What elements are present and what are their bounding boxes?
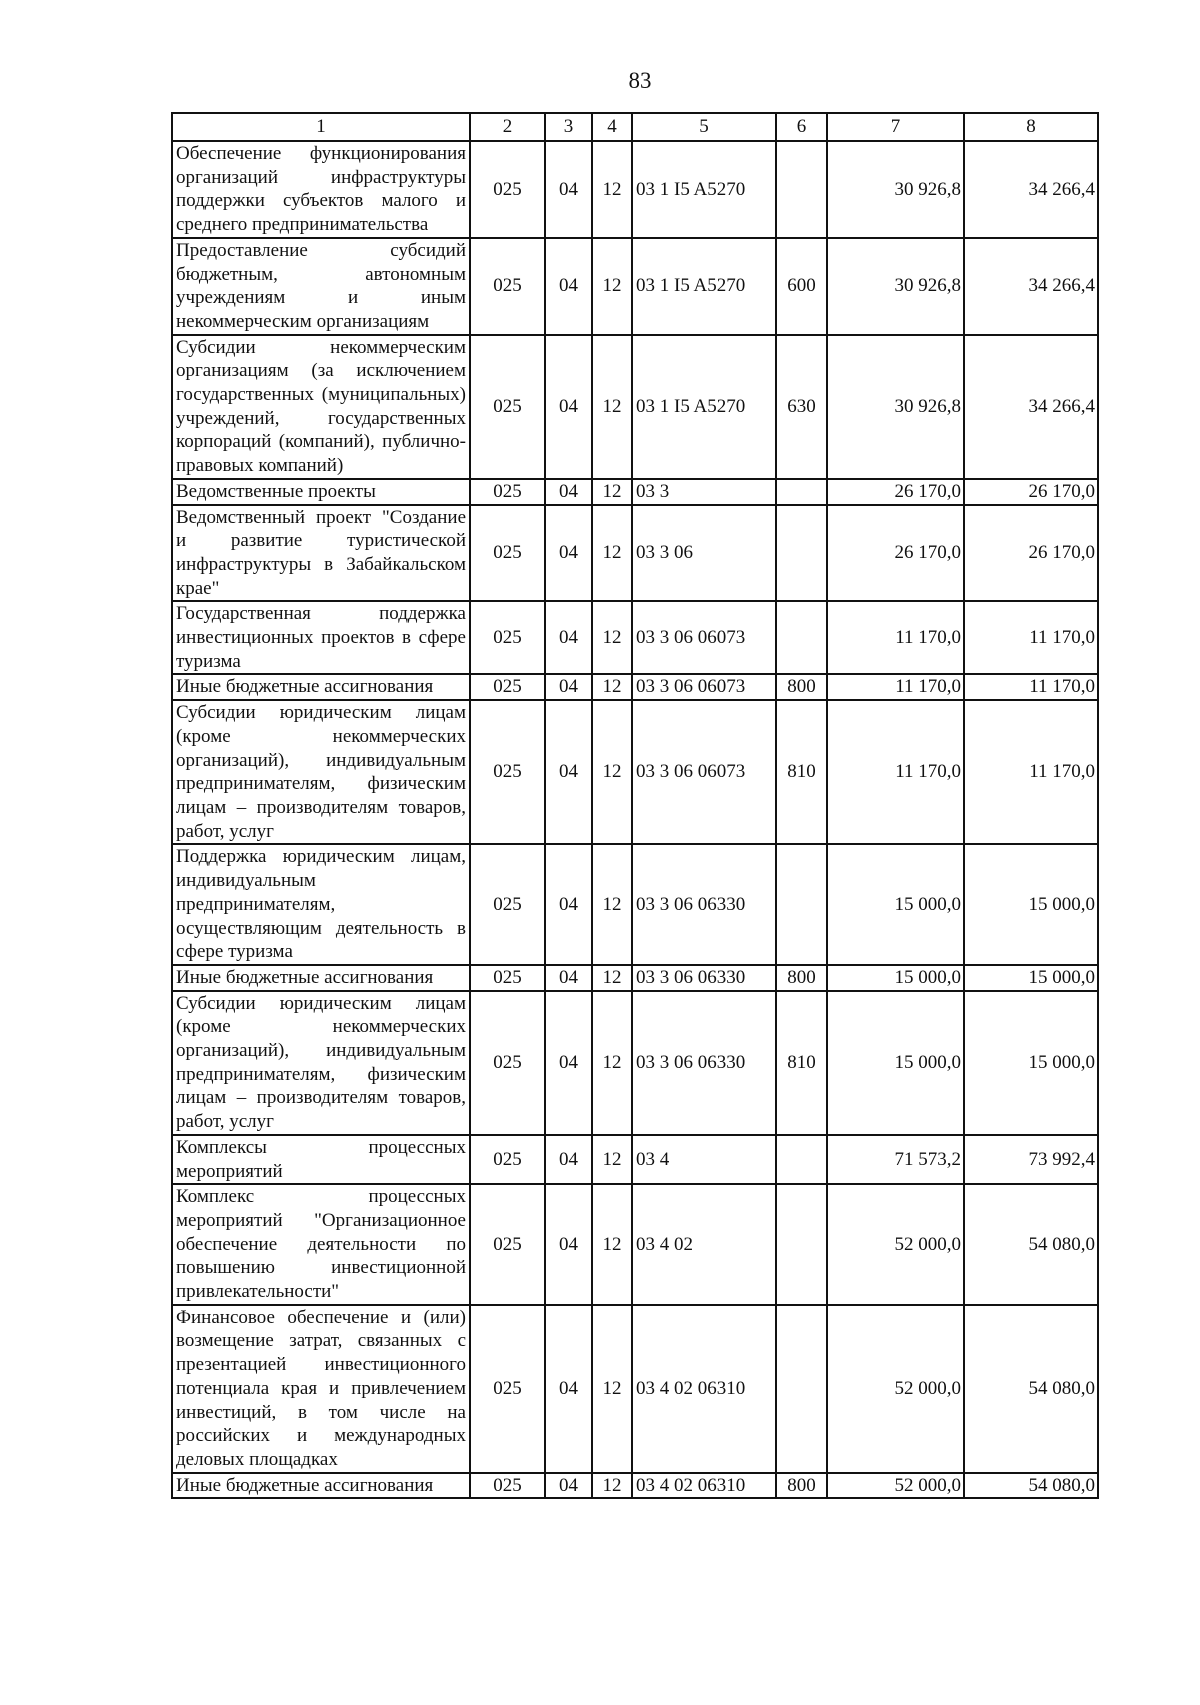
table-row — [172, 479, 1098, 505]
table-row — [172, 965, 1098, 991]
row-section: 04 — [545, 1305, 592, 1473]
row-target-code: 03 1 I5 A5270 — [632, 335, 776, 479]
row-subsection: 12 — [592, 479, 632, 505]
row-admin-code: 025 — [470, 1473, 545, 1499]
row-amount-year2: 34 266,4 — [964, 238, 1098, 335]
row-subsection: 12 — [592, 505, 632, 602]
row-subsection: 12 — [592, 844, 632, 965]
row-subsection: 12 — [592, 965, 632, 991]
row-amount-year1: 26 170,0 — [827, 505, 964, 602]
row-expense-type — [776, 1135, 827, 1184]
row-name: Ведомственный проект "Создание и развитие туристической инфраструктуры в Забайкальском крае" — [172, 505, 470, 602]
row-name: Комплексы процессных мероприятий — [172, 1135, 470, 1184]
row-name: Субсидии юридическим лицам (кроме некоммерческих организаций), индивидуальным предпринимателям, физическим лицам – производителям товаров, работ, услуг — [172, 700, 470, 844]
row-subsection: 12 — [592, 238, 632, 335]
row-amount-year1: 52 000,0 — [827, 1305, 964, 1473]
row-section: 04 — [545, 844, 592, 965]
row-section: 04 — [545, 238, 592, 335]
row-name: Иные бюджетные ассигнования — [172, 965, 470, 991]
row-section: 04 — [545, 1135, 592, 1184]
row-amount-year2: 54 080,0 — [964, 1305, 1098, 1473]
row-amount-year2: 26 170,0 — [964, 479, 1098, 505]
row-target-code: 03 3 06 06330 — [632, 844, 776, 965]
row-target-code: 03 3 06 06073 — [632, 700, 776, 844]
row-name: Ведомственные проекты — [172, 479, 470, 505]
table-row — [172, 674, 1098, 700]
row-amount-year2: 54 080,0 — [964, 1184, 1098, 1305]
row-amount-year2: 11 170,0 — [964, 601, 1098, 674]
row-target-code: 03 3 06 — [632, 505, 776, 602]
row-name: Предоставление субсидий бюджетным, автономным учреждениям и иным некоммерческим организациям — [172, 238, 470, 335]
table-row — [172, 1135, 1098, 1184]
row-name: Комплекс процессных мероприятий "Организационное обеспечение деятельности по повышению инвестиционной привлекательности" — [172, 1184, 470, 1305]
row-admin-code: 025 — [470, 965, 545, 991]
row-subsection: 12 — [592, 700, 632, 844]
row-target-code: 03 1 I5 A5270 — [632, 141, 776, 238]
row-section: 04 — [545, 1473, 592, 1499]
row-admin-code: 025 — [470, 479, 545, 505]
row-name: Государственная поддержка инвестиционных проектов в сфере туризма — [172, 601, 470, 674]
row-expense-type: 800 — [776, 674, 827, 700]
row-subsection: 12 — [592, 1305, 632, 1473]
row-section: 04 — [545, 674, 592, 700]
row-expense-type: 800 — [776, 965, 827, 991]
row-amount-year1: 15 000,0 — [827, 965, 964, 991]
row-expense-type — [776, 1184, 827, 1305]
row-target-code: 03 4 02 — [632, 1184, 776, 1305]
header-cell-8: 8 — [964, 113, 1098, 141]
row-subsection: 12 — [592, 1135, 632, 1184]
row-name: Финансовое обеспечение и (или) возмещение затрат, связанных с презентацией инвестиционного потенциала края и привлечением инвестиций, в том числе на российских и международных деловых площадках — [172, 1305, 470, 1473]
row-amount-year2: 15 000,0 — [964, 965, 1098, 991]
row-expense-type — [776, 844, 827, 965]
row-amount-year1: 11 170,0 — [827, 601, 964, 674]
row-amount-year1: 11 170,0 — [827, 700, 964, 844]
row-subsection: 12 — [592, 1473, 632, 1499]
row-amount-year2: 15 000,0 — [964, 844, 1098, 965]
row-amount-year1: 71 573,2 — [827, 1135, 964, 1184]
row-admin-code: 025 — [470, 1184, 545, 1305]
row-section: 04 — [545, 479, 592, 505]
header-cell-1: 1 — [172, 113, 470, 141]
row-amount-year1: 26 170,0 — [827, 479, 964, 505]
row-target-code: 03 4 02 06310 — [632, 1305, 776, 1473]
row-amount-year1: 15 000,0 — [827, 844, 964, 965]
row-section: 04 — [545, 141, 592, 238]
row-amount-year1: 30 926,8 — [827, 141, 964, 238]
row-admin-code: 025 — [470, 991, 545, 1135]
row-target-code: 03 3 06 06073 — [632, 601, 776, 674]
row-subsection: 12 — [592, 991, 632, 1135]
row-amount-year2: 54 080,0 — [964, 1473, 1098, 1499]
row-section: 04 — [545, 601, 592, 674]
row-amount-year2: 26 170,0 — [964, 505, 1098, 602]
header-cell-7: 7 — [827, 113, 964, 141]
row-amount-year1: 30 926,8 — [827, 335, 964, 479]
row-subsection: 12 — [592, 335, 632, 479]
table-row — [172, 991, 1098, 1135]
table-row — [172, 238, 1098, 335]
row-admin-code: 025 — [470, 238, 545, 335]
row-name: Субсидии юридическим лицам (кроме некоммерческих организаций), индивидуальным предпринимателям, физическим лицам – производителям товаров, работ, услуг — [172, 991, 470, 1135]
row-target-code: 03 4 — [632, 1135, 776, 1184]
row-admin-code: 025 — [470, 1305, 545, 1473]
row-section: 04 — [545, 965, 592, 991]
row-amount-year2: 11 170,0 — [964, 700, 1098, 844]
row-expense-type — [776, 601, 827, 674]
header-cell-6: 6 — [776, 113, 827, 141]
table-row — [172, 335, 1098, 479]
row-admin-code: 025 — [470, 674, 545, 700]
row-section: 04 — [545, 1184, 592, 1305]
row-amount-year1: 15 000,0 — [827, 991, 964, 1135]
page-number: 83 — [628, 68, 652, 93]
row-target-code: 03 3 06 06330 — [632, 991, 776, 1135]
table-row — [172, 141, 1098, 238]
header-row — [172, 113, 1098, 141]
table-row — [172, 601, 1098, 674]
table-row — [172, 1473, 1098, 1499]
row-amount-year2: 73 992,4 — [964, 1135, 1098, 1184]
table-row — [172, 844, 1098, 965]
row-expense-type — [776, 479, 827, 505]
row-target-code: 03 4 02 06310 — [632, 1473, 776, 1499]
row-target-code: 03 3 — [632, 479, 776, 505]
row-expense-type — [776, 505, 827, 602]
budget-table — [171, 112, 1099, 1499]
row-expense-type: 630 — [776, 335, 827, 479]
table-row — [172, 700, 1098, 844]
row-admin-code: 025 — [470, 505, 545, 602]
table-row — [172, 1305, 1098, 1473]
header-cell-3: 3 — [545, 113, 592, 141]
row-expense-type: 800 — [776, 1473, 827, 1499]
row-expense-type — [776, 141, 827, 238]
row-name: Иные бюджетные ассигнования — [172, 1473, 470, 1499]
header-cell-4: 4 — [592, 113, 632, 141]
row-admin-code: 025 — [470, 601, 545, 674]
row-subsection: 12 — [592, 1184, 632, 1305]
row-admin-code: 025 — [470, 1135, 545, 1184]
row-amount-year2: 15 000,0 — [964, 991, 1098, 1135]
row-subsection: 12 — [592, 141, 632, 238]
row-subsection: 12 — [592, 674, 632, 700]
row-admin-code: 025 — [470, 700, 545, 844]
row-amount-year1: 11 170,0 — [827, 674, 964, 700]
row-target-code: 03 1 I5 A5270 — [632, 238, 776, 335]
header-cell-2: 2 — [470, 113, 545, 141]
row-section: 04 — [545, 335, 592, 479]
row-expense-type — [776, 1305, 827, 1473]
row-section: 04 — [545, 700, 592, 844]
row-amount-year1: 52 000,0 — [827, 1184, 964, 1305]
header-cell-5: 5 — [632, 113, 776, 141]
row-admin-code: 025 — [470, 335, 545, 479]
row-name: Поддержка юридическим лицам, индивидуальным предпринимателям, осуществляющим деятельность в сфере туризма — [172, 844, 470, 965]
table-body — [172, 113, 1098, 1498]
row-target-code: 03 3 06 06330 — [632, 965, 776, 991]
row-amount-year1: 52 000,0 — [827, 1473, 964, 1499]
row-subsection: 12 — [592, 601, 632, 674]
row-amount-year2: 34 266,4 — [964, 335, 1098, 479]
row-amount-year2: 34 266,4 — [964, 141, 1098, 238]
row-section: 04 — [545, 991, 592, 1135]
row-section: 04 — [545, 505, 592, 602]
row-expense-type: 810 — [776, 700, 827, 844]
table-row — [172, 1184, 1098, 1305]
row-amount-year1: 30 926,8 — [827, 238, 964, 335]
row-name: Иные бюджетные ассигнования — [172, 674, 470, 700]
row-expense-type: 600 — [776, 238, 827, 335]
row-admin-code: 025 — [470, 141, 545, 238]
row-expense-type: 810 — [776, 991, 827, 1135]
row-name: Субсидии некоммерческим организациям (за исключением государственных (муниципальных) учреждений, государственных корпораций (компаний), публично-правовых компаний) — [172, 335, 470, 479]
table-row — [172, 505, 1098, 602]
row-admin-code: 025 — [470, 844, 545, 965]
row-amount-year2: 11 170,0 — [964, 674, 1098, 700]
row-target-code: 03 3 06 06073 — [632, 674, 776, 700]
row-name: Обеспечение функционирования организаций инфраструктуры поддержки субъектов малого и среднего предпринимательства — [172, 141, 470, 238]
